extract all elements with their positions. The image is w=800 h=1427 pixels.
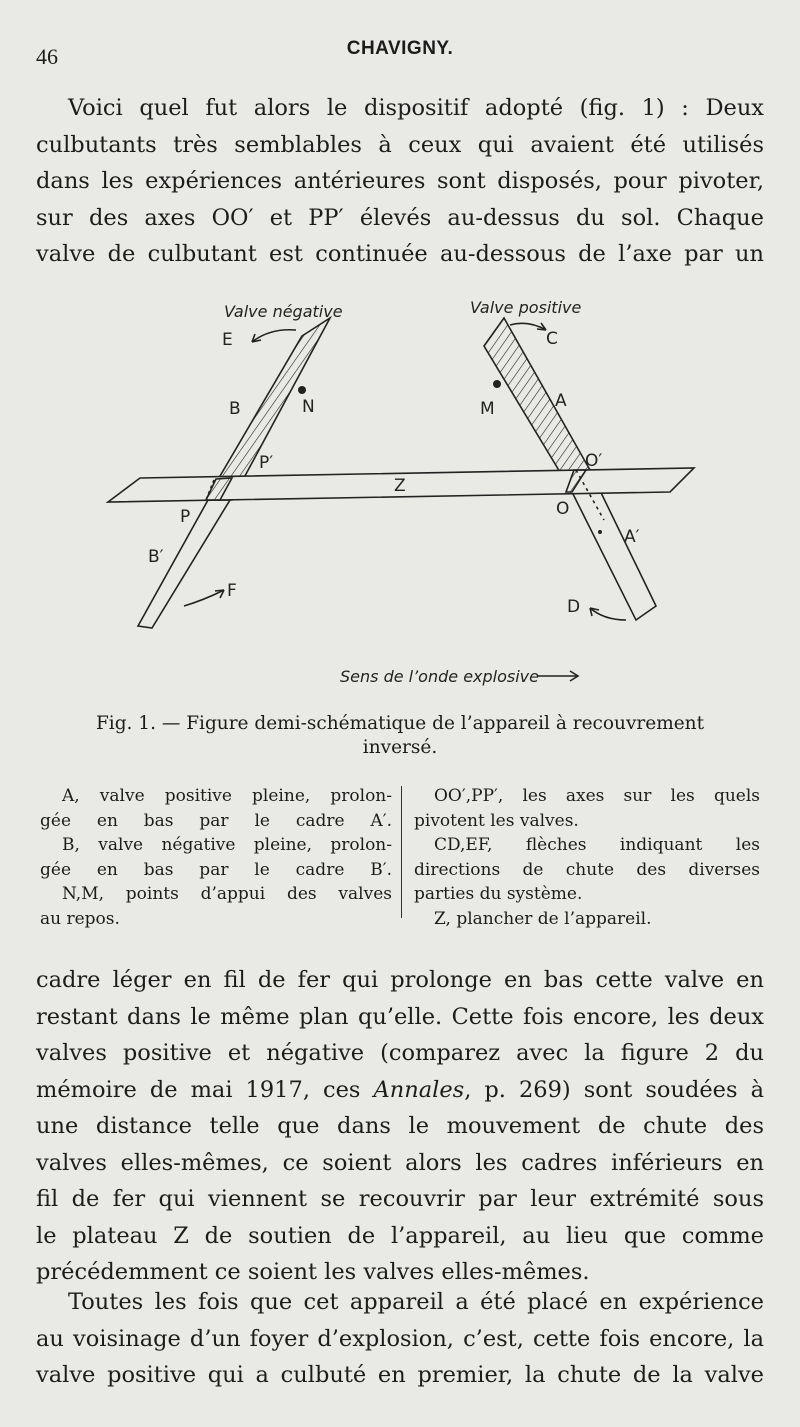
running-title: CHAVIGNY. — [346, 38, 454, 59]
text-line: Voici quel fut alors le dispositif adopté (fig. 1) : Deux — [68, 95, 764, 121]
label-d: D — [567, 597, 581, 617]
apparatus-figure — [0, 290, 800, 700]
text-run: mémoire de mai 1917, ces — [36, 1076, 374, 1103]
text-line: culbutants très semblables à ceux qui avaient été utilisés — [36, 131, 764, 158]
arrow-f — [184, 590, 224, 606]
label-e: E — [222, 330, 233, 350]
label-a: A — [555, 391, 567, 411]
label-o: O — [556, 499, 570, 519]
label-valve-negative: Valve négative — [224, 302, 343, 321]
text-line: le plateau Z de soutien de l’appareil, au lieu que comme — [36, 1222, 764, 1249]
legend-right — [414, 784, 760, 931]
journal-title: Annales — [373, 1076, 465, 1103]
legend-left — [40, 784, 392, 931]
label-p-prime: P′ — [259, 453, 274, 473]
text-line: précédemment ce soient les valves elles-mêmes. — [36, 1259, 590, 1285]
text-line: restant dans le même plan qu’elle. Cette fois encore, les deux — [36, 1003, 764, 1030]
legend-item: directions de chute des diverses — [414, 859, 760, 880]
legend-item: A, valve positive pleine, prolon- — [62, 786, 392, 806]
label-c: C — [546, 329, 558, 349]
paragraph-body — [36, 962, 764, 1291]
label-z: Z — [394, 476, 406, 496]
text-line: au voisinage d’un foyer d’explosion, c’est, cette fois encore, la — [36, 1325, 764, 1352]
caption-line: inversé. — [362, 737, 438, 758]
text-line: sur des axes OO′ et PP′ élevés au-dessus du sol. Chaque — [36, 204, 764, 231]
paragraph-intro — [36, 90, 764, 273]
label-m: M — [480, 399, 495, 419]
support-point-n — [298, 386, 306, 394]
text-run: , p. 269) sont soudées à — [464, 1076, 764, 1103]
label-direction: Sens de l’onde explosive — [340, 667, 539, 686]
text-line: fil de fer qui viennent se recouvrir par leur extrémité sous — [36, 1186, 764, 1212]
text-line: valves positive et négative (comparez avec la figure 2 du — [36, 1040, 764, 1066]
text-line: valves elles-mêmes, ce soient alors les cadres inférieurs en — [36, 1149, 764, 1176]
figure-caption — [36, 712, 764, 760]
legend-item: OO′,PP′, les axes sur les quels — [434, 786, 760, 806]
legend-item: au repos. — [40, 908, 120, 929]
text-line: valve de culbutant est continuée au-dessous de l’axe par un — [36, 241, 764, 267]
support-point-m — [493, 380, 501, 388]
text-line: cadre léger en fil de fer qui prolonge en bas cette valve en — [36, 967, 764, 993]
legend-item: gée en bas par le cadre B′. — [40, 859, 392, 880]
page-number: 46 — [36, 44, 58, 69]
text-line — [36, 1072, 764, 1109]
legend-item: pivotent les valves. — [414, 810, 579, 831]
legend-item: B, valve négative pleine, prolon- — [62, 835, 392, 855]
legend-item: parties du système. — [414, 884, 583, 904]
label-f: F — [227, 581, 237, 601]
text-line: une distance telle que dans le mouvement de chute des — [36, 1113, 764, 1139]
label-p: P — [180, 507, 191, 527]
legend-item: N,M, points d’appui des valves — [62, 884, 392, 904]
text-line: dans les expériences antérieures sont disposés, pour pivoter, — [36, 168, 764, 194]
label-n: N — [302, 397, 315, 417]
label-a-prime: A′ — [624, 527, 640, 547]
legend-item: CD,EF, flèches indiquant les — [434, 835, 760, 855]
label-valve-positive: Valve positive — [470, 298, 582, 317]
label-b: B — [229, 399, 241, 419]
paragraph-conclusion — [36, 1284, 764, 1394]
label-b-prime: B′ — [148, 547, 164, 567]
legend-item: gée en bas par le cadre A′. — [40, 810, 392, 831]
caption-line: Fig. 1. — Figure demi-schématique de l’appareil à recouvrement — [95, 713, 705, 734]
text-line: valve positive qui a culbuté en premier, la chute de la valve — [36, 1362, 764, 1388]
valve-positive — [484, 318, 590, 492]
label-o-prime: O′ — [585, 451, 603, 471]
legend-divider — [401, 786, 402, 918]
legend-item: Z, plancher de l’appareil. — [434, 908, 652, 929]
text-line: Toutes les fois que cet appareil a été placé en expérience — [68, 1289, 764, 1315]
